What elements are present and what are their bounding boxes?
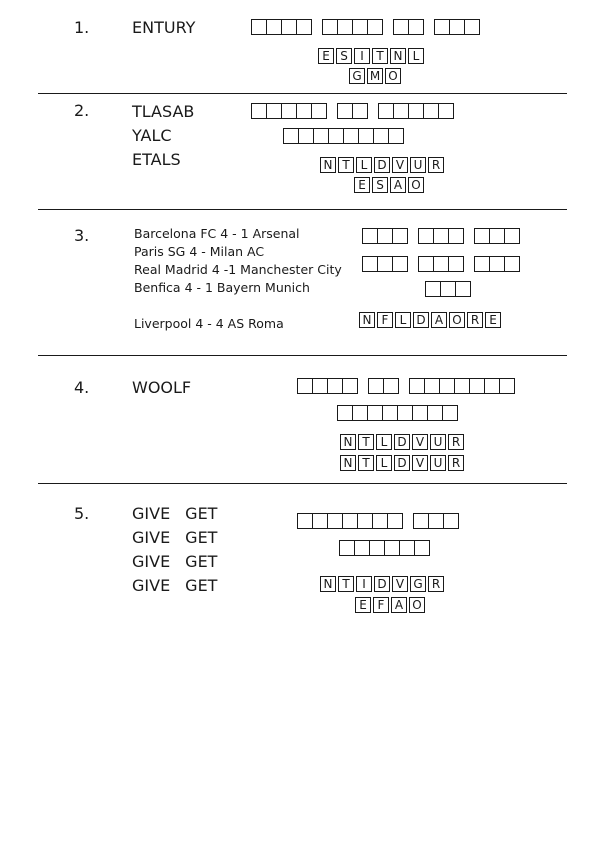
answer-box[interactable] — [504, 228, 520, 244]
answer-box[interactable] — [368, 378, 384, 394]
answer-boxes — [337, 405, 457, 421]
answer-box[interactable] — [352, 103, 368, 119]
answer-box[interactable] — [362, 228, 378, 244]
tile-letter: U — [433, 435, 443, 449]
tile-letter: V — [395, 577, 405, 591]
divider — [38, 355, 567, 356]
letter-tile — [428, 576, 444, 592]
answer-box[interactable] — [384, 540, 400, 556]
tile-letter: D — [377, 158, 387, 172]
tile-letter: A — [434, 313, 444, 327]
answer-box[interactable] — [474, 228, 490, 244]
answer-word-group — [418, 228, 463, 244]
clue-line — [132, 574, 217, 598]
tile-letter: F — [381, 313, 389, 327]
answer-word-group — [378, 103, 453, 119]
answer-word-group — [337, 405, 457, 421]
tile-letter: N — [393, 49, 403, 63]
letter-tile — [449, 312, 465, 328]
tile-letter: E — [322, 49, 330, 63]
answer-boxes — [339, 540, 429, 556]
letter-tile — [430, 455, 446, 471]
answer-word-group — [297, 378, 357, 394]
clue-text: Paris SG 4 - Milan AC — [134, 244, 265, 259]
answer-word-group — [425, 281, 470, 297]
answer-box[interactable] — [322, 19, 338, 35]
answer-box[interactable] — [342, 513, 358, 529]
letter-tile — [412, 434, 428, 450]
letter-tile — [431, 312, 447, 328]
answer-boxes — [297, 513, 458, 529]
letter-tile — [356, 157, 372, 173]
tile-letter: T — [342, 577, 350, 591]
tile-letter: O — [452, 313, 462, 327]
answer-boxes — [362, 228, 519, 244]
answer-word-group — [474, 228, 519, 244]
answer-word-group — [362, 256, 407, 272]
letter-tiles — [349, 68, 401, 84]
letter-tile — [409, 597, 425, 613]
answer-box[interactable] — [358, 128, 374, 144]
answer-box[interactable] — [434, 19, 450, 35]
tile-letter: S — [340, 49, 348, 63]
letter-tile — [467, 312, 483, 328]
clue-text: ENTURY — [132, 18, 196, 37]
letter-tiles — [340, 455, 464, 471]
answer-box[interactable] — [337, 405, 353, 421]
letter-tile — [318, 48, 334, 64]
letter-tile — [356, 576, 372, 592]
answer-box[interactable] — [448, 228, 464, 244]
letter-tile — [394, 434, 410, 450]
letter-tile — [448, 434, 464, 450]
answer-box[interactable] — [352, 405, 368, 421]
answer-box[interactable] — [484, 378, 500, 394]
divider — [38, 209, 567, 210]
answer-box[interactable] — [388, 128, 404, 144]
answer-box[interactable] — [455, 281, 471, 297]
letter-tile — [413, 312, 429, 328]
answer-word-group — [368, 378, 398, 394]
letter-tiles — [359, 312, 501, 328]
answer-box[interactable] — [328, 128, 344, 144]
tile-letter: V — [395, 158, 405, 172]
divider — [38, 483, 567, 484]
answer-box[interactable] — [418, 256, 434, 272]
letter-tile — [385, 68, 401, 84]
letter-tile — [428, 157, 444, 173]
answer-box[interactable] — [313, 128, 329, 144]
tile-letter: T — [376, 49, 384, 63]
answer-word-group — [409, 378, 514, 394]
answer-box[interactable] — [412, 405, 428, 421]
clue-give: GIVE — [132, 504, 171, 523]
answer-box[interactable] — [311, 103, 327, 119]
answer-box[interactable] — [297, 378, 313, 394]
answer-word-group — [434, 19, 479, 35]
letter-tiles — [320, 576, 444, 592]
answer-box[interactable] — [312, 513, 328, 529]
letter-tile — [408, 177, 424, 193]
clue-get: GET — [185, 552, 218, 571]
answer-box[interactable] — [464, 19, 480, 35]
tile-letter: L — [380, 435, 388, 449]
answer-box[interactable] — [440, 281, 456, 297]
answer-box[interactable] — [433, 228, 449, 244]
tile-letter: V — [415, 435, 425, 449]
answer-box[interactable] — [367, 19, 383, 35]
letter-tile — [391, 597, 407, 613]
answer-box[interactable] — [354, 540, 370, 556]
puzzle-number: 2. — [74, 101, 90, 120]
tile-letter: U — [413, 158, 423, 172]
tile-letter: I — [362, 577, 366, 591]
clue-text: YALC — [132, 126, 172, 145]
answer-box[interactable] — [266, 103, 282, 119]
letter-tile — [392, 157, 408, 173]
tile-letter: T — [362, 456, 370, 470]
answer-box[interactable] — [357, 513, 373, 529]
answer-box[interactable] — [504, 256, 520, 272]
tile-letter: L — [412, 49, 420, 63]
answer-box[interactable] — [413, 513, 429, 529]
letter-tile — [373, 597, 389, 613]
answer-box[interactable] — [296, 103, 312, 119]
letter-tile — [372, 177, 388, 193]
clue-text: Real Madrid 4 -1 Manchester City — [134, 262, 342, 277]
tile-letter: O — [412, 598, 422, 612]
tile-letter: U — [433, 456, 443, 470]
answer-word-group — [251, 103, 326, 119]
clue-give: GIVE — [132, 576, 171, 595]
letter-tile — [340, 434, 356, 450]
letter-tiles — [318, 48, 424, 64]
answer-word-group — [339, 540, 429, 556]
letter-tile — [338, 157, 354, 173]
answer-box[interactable] — [442, 405, 458, 421]
answer-box[interactable] — [499, 378, 515, 394]
tile-letter: E — [359, 598, 367, 612]
letter-tile — [367, 68, 383, 84]
answer-box[interactable] — [297, 513, 313, 529]
answer-box[interactable] — [399, 540, 415, 556]
answer-word-group — [283, 128, 403, 144]
tile-letter: N — [323, 577, 333, 591]
tile-letter: N — [343, 435, 353, 449]
tile-letter: F — [377, 598, 385, 612]
answer-box[interactable] — [342, 378, 358, 394]
letter-tile — [390, 177, 406, 193]
answer-box[interactable] — [372, 513, 388, 529]
answer-boxes — [251, 19, 479, 35]
answer-box[interactable] — [489, 228, 505, 244]
answer-box[interactable] — [327, 513, 343, 529]
answer-box[interactable] — [251, 103, 267, 119]
answer-word-group — [413, 513, 458, 529]
tile-letter: N — [362, 313, 372, 327]
letter-tile — [354, 177, 370, 193]
clue-give: GIVE — [132, 552, 171, 571]
answer-box[interactable] — [418, 228, 434, 244]
answer-box[interactable] — [367, 405, 383, 421]
tile-letter: M — [369, 69, 381, 83]
letter-tile — [448, 455, 464, 471]
answer-box[interactable] — [433, 256, 449, 272]
tile-letter: L — [360, 158, 368, 172]
answer-box[interactable] — [352, 19, 368, 35]
letter-tiles — [355, 597, 425, 613]
answer-box[interactable] — [408, 103, 424, 119]
tile-letter: D — [397, 456, 407, 470]
letter-tile — [340, 455, 356, 471]
answer-box[interactable] — [414, 540, 430, 556]
letter-tile — [336, 48, 352, 64]
answer-box[interactable] — [397, 405, 413, 421]
answer-box[interactable] — [369, 540, 385, 556]
divider — [38, 93, 567, 94]
letter-tiles — [354, 177, 424, 193]
clue-text: TLASAB — [132, 102, 195, 121]
answer-box[interactable] — [266, 19, 282, 35]
answer-boxes — [297, 378, 514, 394]
letter-tile — [485, 312, 501, 328]
tile-letter: T — [362, 435, 370, 449]
answer-box[interactable] — [362, 256, 378, 272]
letter-tiles — [320, 157, 444, 173]
puzzle-number: 1. — [74, 18, 90, 37]
answer-box[interactable] — [337, 19, 353, 35]
puzzle-number: 5. — [74, 504, 90, 523]
letter-tile — [376, 434, 392, 450]
answer-box[interactable] — [392, 228, 408, 244]
letter-tile — [359, 312, 375, 328]
answer-box[interactable] — [377, 256, 393, 272]
answer-box[interactable] — [428, 513, 444, 529]
clue-text: WOOLF — [132, 378, 192, 397]
answer-box[interactable] — [343, 128, 359, 144]
answer-box[interactable] — [251, 19, 267, 35]
answer-word-group — [337, 103, 367, 119]
tile-letter: A — [393, 178, 403, 192]
clue-line — [132, 526, 217, 550]
answer-box[interactable] — [296, 19, 312, 35]
puzzle-number: 3. — [74, 226, 90, 245]
letter-tile — [410, 576, 426, 592]
tile-letter: R — [431, 577, 441, 591]
answer-box[interactable] — [373, 128, 389, 144]
clue-line — [132, 502, 217, 526]
answer-box[interactable] — [469, 378, 485, 394]
tile-letter: O — [411, 178, 421, 192]
clue-text: ETALS — [132, 150, 181, 169]
answer-box[interactable] — [392, 256, 408, 272]
answer-word-group — [362, 228, 407, 244]
tile-letter: G — [352, 69, 362, 83]
clue-text: Benfica 4 - 1 Bayern Munich — [134, 280, 310, 295]
answer-box[interactable] — [377, 228, 393, 244]
tile-letter: L — [380, 456, 388, 470]
tile-letter: R — [451, 435, 461, 449]
answer-word-group — [474, 256, 519, 272]
letter-tile — [374, 157, 390, 173]
answer-box[interactable] — [387, 513, 403, 529]
tile-letter: D — [416, 313, 426, 327]
answer-boxes — [425, 281, 470, 297]
answer-box[interactable] — [327, 378, 343, 394]
tile-letter: V — [415, 456, 425, 470]
answer-box[interactable] — [378, 103, 394, 119]
answer-box[interactable] — [337, 103, 353, 119]
answer-box[interactable] — [339, 540, 355, 556]
letter-tile — [338, 576, 354, 592]
tile-letter: E — [489, 313, 497, 327]
tile-letter: E — [358, 178, 366, 192]
answer-boxes — [283, 128, 403, 144]
answer-box[interactable] — [408, 19, 424, 35]
letter-tile — [410, 157, 426, 173]
answer-box[interactable] — [454, 378, 470, 394]
answer-box[interactable] — [424, 378, 440, 394]
letter-tile — [392, 576, 408, 592]
letter-tile — [349, 68, 365, 84]
answer-box[interactable] — [281, 19, 297, 35]
letter-tile — [390, 48, 406, 64]
tile-letter: G — [413, 577, 423, 591]
tile-letter: D — [377, 577, 387, 591]
clue-get: GET — [185, 504, 218, 523]
answer-box[interactable] — [383, 378, 399, 394]
answer-boxes — [362, 256, 519, 272]
letter-tile — [355, 597, 371, 613]
letter-tile — [372, 48, 388, 64]
answer-box[interactable] — [423, 103, 439, 119]
letter-tile — [408, 48, 424, 64]
letter-tile — [394, 455, 410, 471]
letter-tile — [358, 455, 374, 471]
letter-tile — [412, 455, 428, 471]
letter-tile — [354, 48, 370, 64]
answer-box[interactable] — [439, 378, 455, 394]
letter-tile — [395, 312, 411, 328]
tile-letter: L — [399, 313, 407, 327]
tile-letter: I — [360, 49, 364, 63]
answer-boxes — [251, 103, 453, 119]
tile-letter: R — [451, 456, 461, 470]
tile-letter: T — [342, 158, 350, 172]
clue-line — [132, 550, 217, 574]
letter-tile — [320, 157, 336, 173]
tile-letter: R — [470, 313, 480, 327]
clue-text: Liverpool 4 - 4 AS Roma — [134, 316, 284, 331]
answer-box[interactable] — [281, 103, 297, 119]
letter-tile — [358, 434, 374, 450]
letter-tile — [377, 312, 393, 328]
answer-word-group — [393, 19, 423, 35]
puzzle-number: 4. — [74, 378, 90, 397]
letter-tile — [430, 434, 446, 450]
tile-letter: A — [394, 598, 404, 612]
answer-box[interactable] — [443, 513, 459, 529]
answer-box[interactable] — [438, 103, 454, 119]
answer-box[interactable] — [474, 256, 490, 272]
answer-box[interactable] — [312, 378, 328, 394]
clue-get: GET — [185, 528, 218, 547]
answer-word-group — [322, 19, 382, 35]
letter-tile — [320, 576, 336, 592]
tile-letter: O — [388, 69, 398, 83]
answer-box[interactable] — [298, 128, 314, 144]
answer-box[interactable] — [489, 256, 505, 272]
answer-word-group — [418, 256, 463, 272]
clue-get: GET — [185, 576, 218, 595]
answer-box[interactable] — [448, 256, 464, 272]
answer-box[interactable] — [427, 405, 443, 421]
letter-tile — [376, 455, 392, 471]
answer-box[interactable] — [409, 378, 425, 394]
clue-give: GIVE — [132, 528, 171, 547]
answer-box[interactable] — [393, 103, 409, 119]
tile-letter: N — [323, 158, 333, 172]
tile-letter: R — [431, 158, 441, 172]
answer-box[interactable] — [449, 19, 465, 35]
tile-letter: N — [343, 456, 353, 470]
answer-box[interactable] — [382, 405, 398, 421]
clue-text: Barcelona FC 4 - 1 Arsenal — [134, 226, 300, 241]
letter-tiles — [340, 434, 464, 450]
tile-letter: S — [376, 178, 384, 192]
answer-box[interactable] — [425, 281, 441, 297]
tile-letter: D — [397, 435, 407, 449]
answer-box[interactable] — [283, 128, 299, 144]
answer-word-group — [251, 19, 311, 35]
answer-word-group — [297, 513, 402, 529]
answer-box[interactable] — [393, 19, 409, 35]
letter-tile — [374, 576, 390, 592]
